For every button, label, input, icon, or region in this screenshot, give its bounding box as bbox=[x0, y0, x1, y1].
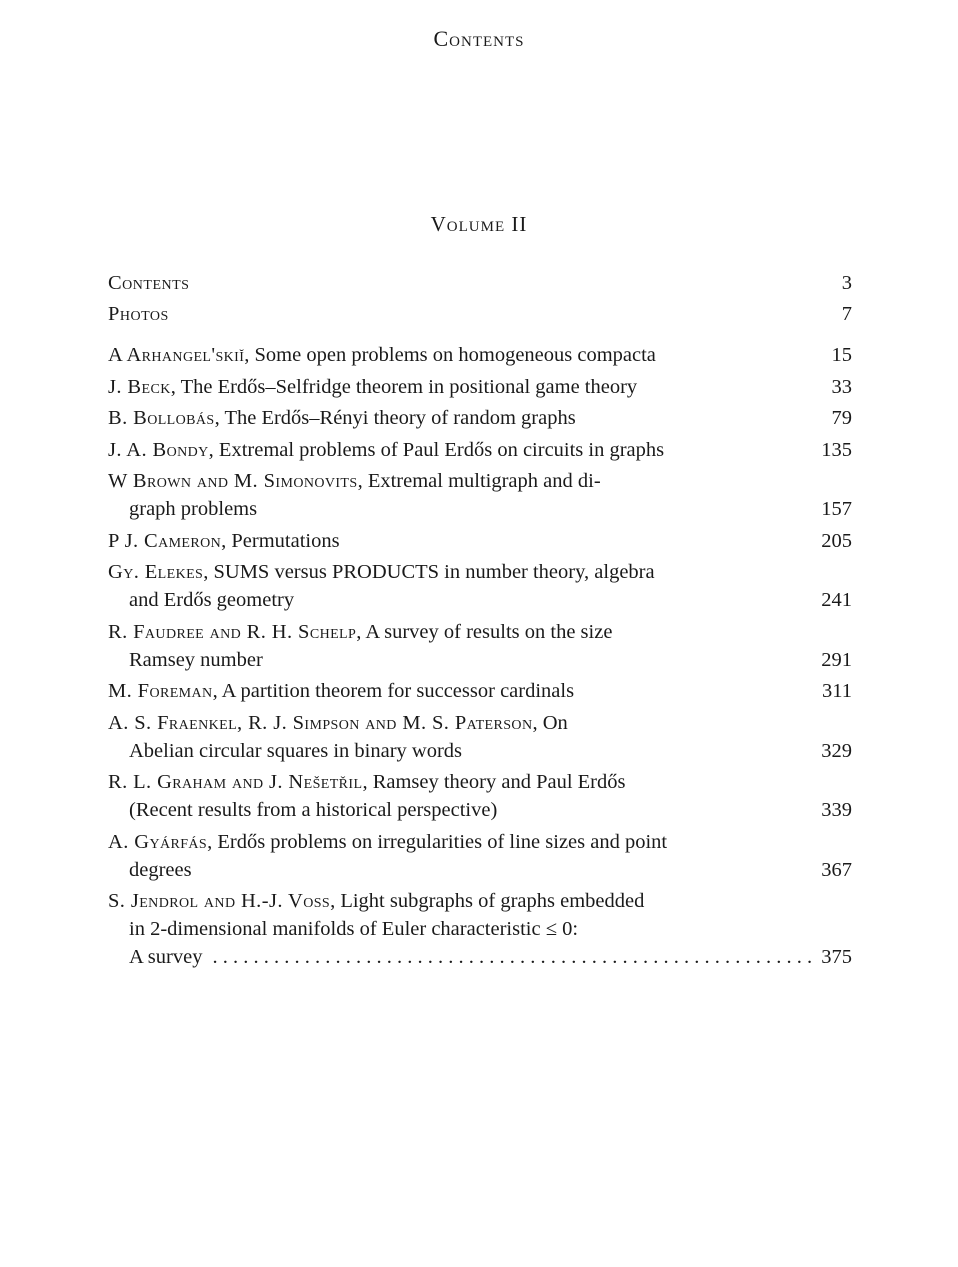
table-of-contents bbox=[108, 269, 852, 975]
toc-entry[interactable] bbox=[108, 618, 852, 674]
toc-title: , A partition theorem for successor cardinals bbox=[212, 680, 575, 702]
toc-author: M. Foreman bbox=[108, 680, 213, 702]
toc-title: , Permutations bbox=[221, 529, 340, 552]
toc-entry[interactable] bbox=[108, 373, 852, 401]
toc-title-continuation: Abelian circular squares in binary words bbox=[129, 739, 463, 762]
toc-title-continuation: (Recent results from a historical perspective) bbox=[129, 799, 498, 821]
toc-author: A. Gyárfás bbox=[108, 830, 208, 853]
toc-page-number: 157 bbox=[821, 498, 852, 520]
toc-author: W Brown and M. Simonovits bbox=[108, 470, 358, 492]
toc-author: Gy. Elekes bbox=[108, 561, 204, 583]
toc-title: , Light subgraphs of graphs embedded bbox=[330, 890, 645, 912]
toc-front-label: Contents bbox=[108, 272, 190, 294]
toc-entry[interactable] bbox=[108, 558, 852, 614]
toc-entry[interactable] bbox=[108, 677, 852, 705]
toc-entry[interactable] bbox=[108, 527, 852, 555]
toc-page-number: 311 bbox=[822, 680, 852, 702]
toc-entry[interactable] bbox=[108, 436, 852, 464]
running-head: Contents bbox=[433, 26, 525, 51]
toc-title: , The Erdős–Rényi theory of random graphs bbox=[214, 407, 576, 429]
toc-title: , Some open problems on homogeneous compacta bbox=[244, 344, 656, 366]
toc-title-continuation: Ramsey number bbox=[129, 648, 263, 671]
volume-title: Volume II bbox=[430, 212, 528, 236]
toc-title: , Extremal problems of Paul Erdős on circuits in graphs bbox=[208, 438, 665, 461]
toc-page-number: 329 bbox=[821, 739, 852, 762]
toc-entry[interactable] bbox=[108, 341, 852, 369]
toc-front-label: Photos bbox=[108, 303, 169, 325]
dot-leader bbox=[212, 943, 817, 971]
toc-front-photos[interactable] bbox=[108, 300, 852, 331]
toc-author: A. S. Fraenkel, R. J. Simpson and M. S. Paterson bbox=[108, 711, 533, 734]
toc-title-continuation: degrees bbox=[129, 858, 192, 881]
toc-title-continuation: and Erdős geometry bbox=[129, 589, 295, 611]
toc-title: , Ramsey theory and Paul Erdős bbox=[362, 771, 626, 793]
toc-title: , Erdős problems on irregularities of line sizes and point bbox=[207, 830, 668, 853]
toc-spacer bbox=[108, 331, 852, 341]
toc-author: A Arhangel'skiĭ bbox=[108, 344, 245, 366]
toc-page-number: 291 bbox=[821, 648, 852, 671]
toc-page-number: 375 bbox=[821, 946, 852, 968]
toc-author: R. Faudree and R. H. Schelp bbox=[108, 620, 357, 643]
toc-front-page: 3 bbox=[841, 272, 852, 294]
toc-front-page: 7 bbox=[841, 303, 852, 325]
toc-title-continuation: A survey bbox=[129, 946, 203, 968]
toc-entry[interactable] bbox=[108, 887, 852, 971]
toc-title: , Extremal multigraph and di- bbox=[357, 470, 601, 492]
toc-page-number: 339 bbox=[821, 799, 852, 821]
toc-title: , A survey of results on the size bbox=[356, 620, 613, 643]
toc-page-number: 241 bbox=[821, 589, 852, 611]
toc-author: J. A. Bondy bbox=[108, 438, 209, 461]
toc-author: B. Bollobás bbox=[108, 407, 215, 429]
toc-author: J. Beck bbox=[108, 375, 171, 398]
toc-author: P J. Cameron bbox=[108, 529, 222, 552]
toc-page-number: 205 bbox=[821, 529, 852, 552]
toc-page-number: 79 bbox=[831, 407, 852, 429]
toc-entry[interactable] bbox=[108, 768, 852, 824]
toc-page-number: 367 bbox=[821, 858, 852, 881]
toc-author: S. Jendrol and H.-J. Voss bbox=[108, 890, 331, 912]
toc-page-number: 135 bbox=[821, 438, 852, 461]
toc-title: , On bbox=[532, 711, 568, 734]
toc-entry[interactable] bbox=[108, 828, 852, 884]
toc-entry[interactable] bbox=[108, 404, 852, 432]
toc-title: , SUMS versus PRODUCTS in number theory, algebra bbox=[203, 561, 655, 583]
toc-page-number: 33 bbox=[831, 375, 852, 398]
toc-title: , The Erdős–Selfridge theorem in positional game theory bbox=[170, 375, 638, 398]
toc-title-continuation: in 2-dimensional manifolds of Euler characteristic ≤ 0: bbox=[129, 918, 579, 940]
toc-entry[interactable] bbox=[108, 709, 852, 765]
toc-entry[interactable] bbox=[108, 467, 852, 523]
toc-page-number: 15 bbox=[831, 344, 852, 366]
toc-author: R. L. Graham and J. Nešetřil bbox=[108, 771, 363, 793]
toc-front-contents[interactable] bbox=[108, 269, 852, 300]
toc-title-continuation: graph problems bbox=[129, 498, 258, 520]
